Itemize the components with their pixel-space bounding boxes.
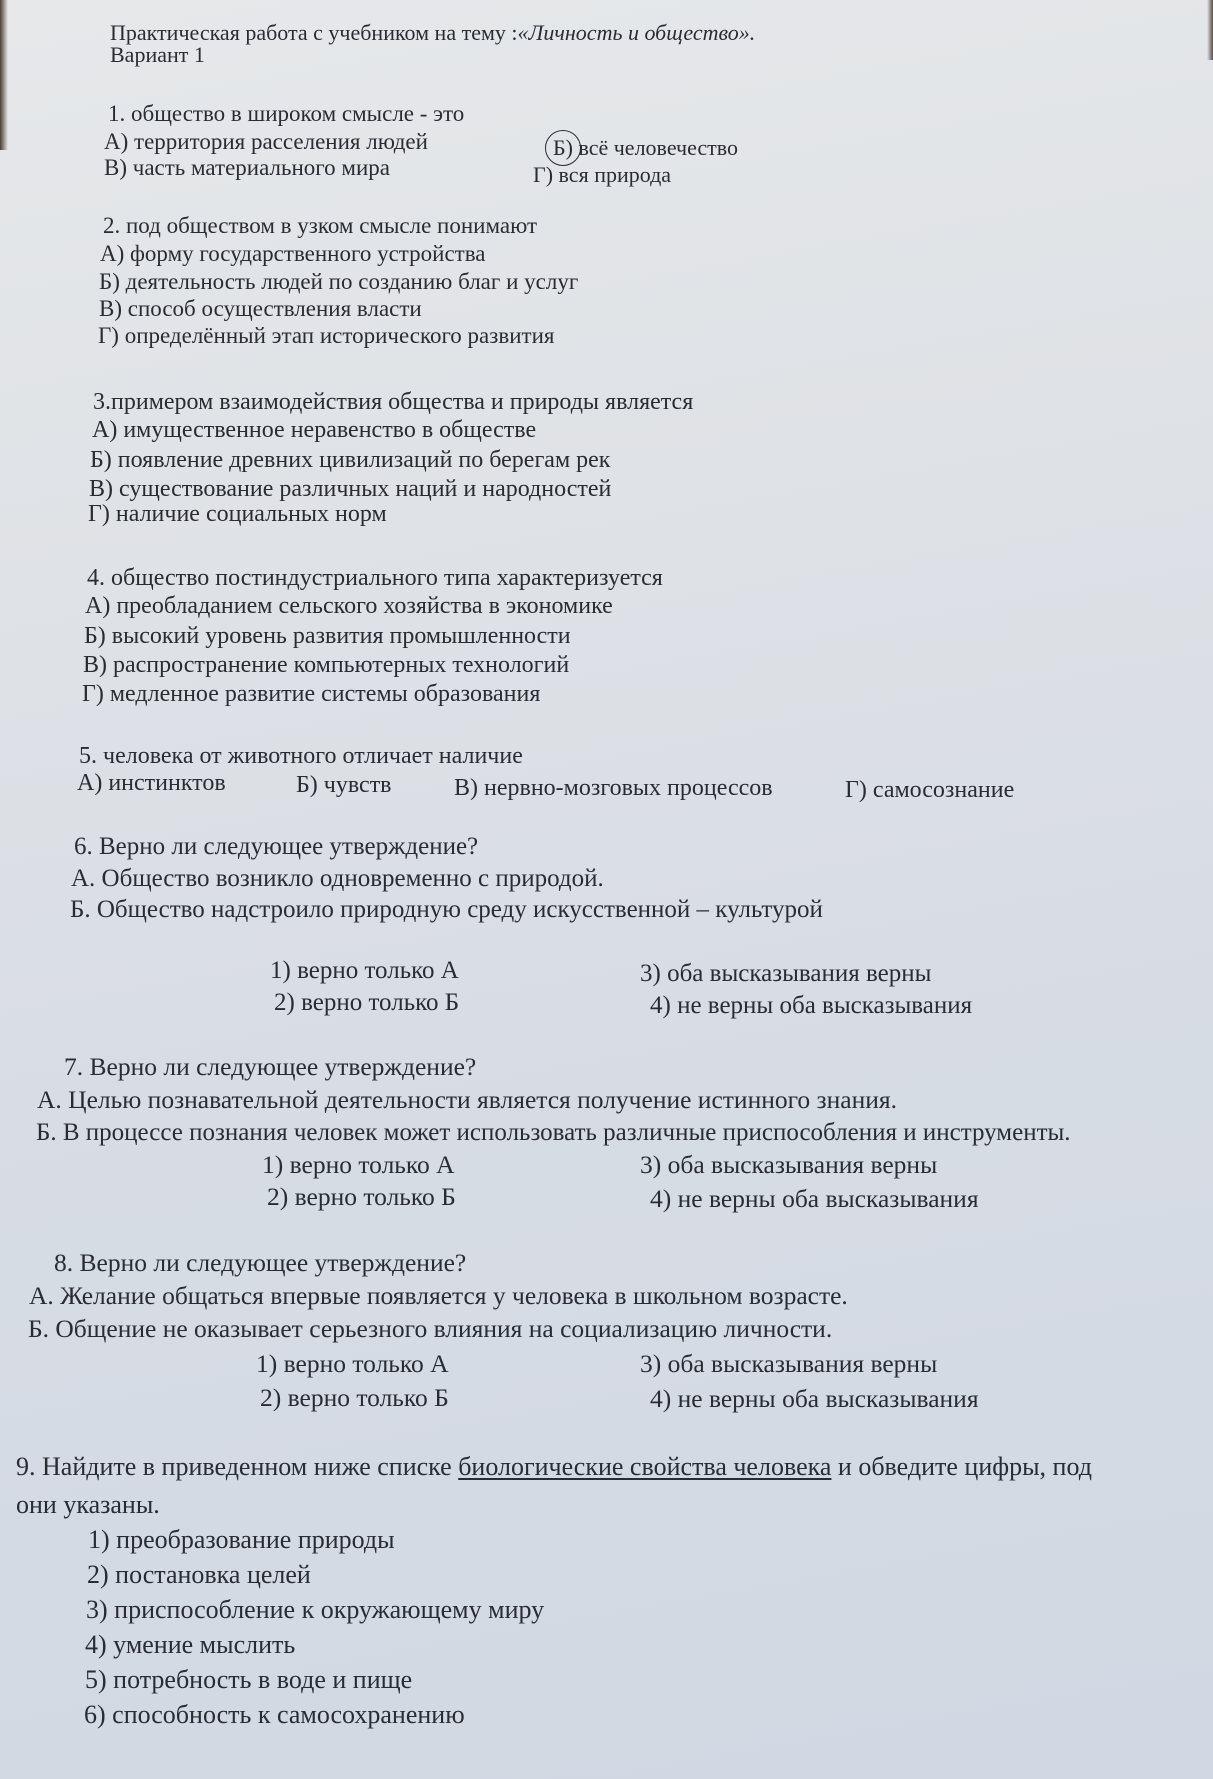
q1-option-b: Б) всё человечество: [553, 135, 739, 160]
q9-item-1: 1) преобразование природы: [88, 1525, 395, 1554]
q8-option-2: 2) верно только Б: [260, 1383, 449, 1412]
q6-statement-b: Б. Общество надстроило природную среду искусственной – культурой: [70, 896, 823, 923]
q3-option-a: А) имущественное неравенство в обществе: [92, 417, 537, 443]
question-1-text: 1. общество в широком смысле - это: [108, 101, 465, 126]
page-title: [110, 22, 755, 44]
q1-option-a: А) территория расселения людей: [104, 129, 428, 154]
q2-option-b: Б) деятельность людей по созданию благ и услуг: [99, 269, 579, 294]
q4-option-v: В) распространение компьютерных технологий: [83, 652, 570, 678]
question-7-text: 7. Верно ли следующее утверждение?: [64, 1052, 477, 1081]
q7-option-4: 4) не верны оба высказывания: [650, 1184, 979, 1213]
q7-option-1: 1) верно только А: [262, 1150, 455, 1179]
q1-option-g: Г) вся природа: [533, 162, 672, 187]
q6-option-2: 2) верно только Б: [274, 989, 460, 1016]
q2-option-v: В) способ осуществления власти: [99, 296, 422, 321]
paper-edge-shadow-left: [0, 0, 8, 150]
q6-statement-a: А. Общество возникло одновременно с природой.: [71, 865, 604, 892]
q5-option-b: Б) чувств: [296, 772, 392, 798]
q9-prompt-after: и обведите цифры, под: [831, 1452, 1092, 1481]
q2-option-a: А) форму государственного устройства: [100, 241, 486, 266]
variant-label: Вариант 1: [110, 42, 205, 67]
q8-statement-b: Б. Общение не оказывает серьезного влияния на социализацию личности.: [28, 1314, 833, 1343]
q3-option-g: Г) наличие социальных норм: [88, 501, 387, 527]
q7-option-2: 2) верно только Б: [267, 1182, 456, 1211]
q8-option-1: 1) верно только А: [256, 1349, 449, 1378]
q9-item-2: 2) постановка целей: [87, 1560, 311, 1589]
q6-option-4: 4) не верны оба высказывания: [650, 992, 973, 1019]
q8-option-4: 4) не верны оба высказывания: [650, 1384, 979, 1413]
question-9-text: [16, 1454, 1092, 1480]
q8-option-3: 3) оба высказывания верны: [640, 1349, 938, 1378]
q3-option-b: Б) появление древних цивилизаций по берегам рек: [90, 447, 611, 473]
q6-option-3: 3) оба высказывания верны: [640, 960, 932, 987]
title-prefix: Практическая работа с учебником на тему :: [110, 20, 518, 45]
q9-item-6: 6) способность к самосохранению: [84, 1700, 465, 1729]
q7-statement-b: Б. В процессе познания человек может использовать различные приспособления и инструменты.: [36, 1119, 1071, 1146]
q4-option-g: Г) медленное развитие системы образования: [82, 681, 541, 707]
q4-option-a: А) преобладанием сельского хозяйства в экономике: [85, 593, 613, 619]
q3-option-v: В) существование различных наций и народностей: [89, 476, 612, 502]
q5-option-v: В) нервно-мозговых процессов: [454, 775, 773, 801]
question-2-text: 2. под обществом в узком смысле понимают: [103, 213, 538, 238]
q9-prompt-line2: они указаны.: [16, 1490, 160, 1519]
question-5-text: 5. человека от животного отличает наличие: [79, 743, 523, 769]
question-3-text: 3.примером взаимодействия общества и природы является: [93, 389, 694, 415]
paper-edge-shadow-right: [1207, 0, 1213, 60]
question-4-text: 4. общество постиндустриального типа характеризуется: [87, 565, 663, 591]
question-8-text: 8. Верно ли следующее утверждение?: [54, 1248, 467, 1277]
q5-option-a: А) инстинктов: [77, 770, 226, 796]
q7-option-3: 3) оба высказывания верны: [640, 1150, 938, 1179]
q5-option-g: Г) самосознание: [845, 777, 1015, 803]
q9-prompt-before: 9. Найдите в приведенном ниже списке: [16, 1452, 459, 1481]
q7-statement-a: А. Целью познавательной деятельности является получение истинного знания.: [37, 1085, 897, 1114]
title-topic: «Личность и общество».: [517, 20, 756, 45]
q9-item-4: 4) умение мыслить: [85, 1630, 296, 1659]
q4-option-b: Б) высокий уровень развития промышленности: [84, 623, 571, 649]
q9-item-5: 5) потребность в воде и пище: [85, 1665, 413, 1694]
question-6-text: 6. Верно ли следующее утверждение?: [74, 833, 479, 860]
answer-circle-mark: [545, 130, 581, 166]
q1-option-v: В) часть материального мира: [104, 155, 390, 180]
q9-item-3: 3) приспособление к окружающему миру: [86, 1595, 545, 1624]
q6-option-1: 1) верно только А: [270, 957, 459, 984]
q9-prompt-underlined: биологические свойства человека: [458, 1452, 832, 1481]
q2-option-g: Г) определённый этап исторического развития: [98, 323, 555, 348]
q8-statement-a: А. Желание общаться впервые появляется у человека в школьном возрасте.: [29, 1281, 848, 1310]
